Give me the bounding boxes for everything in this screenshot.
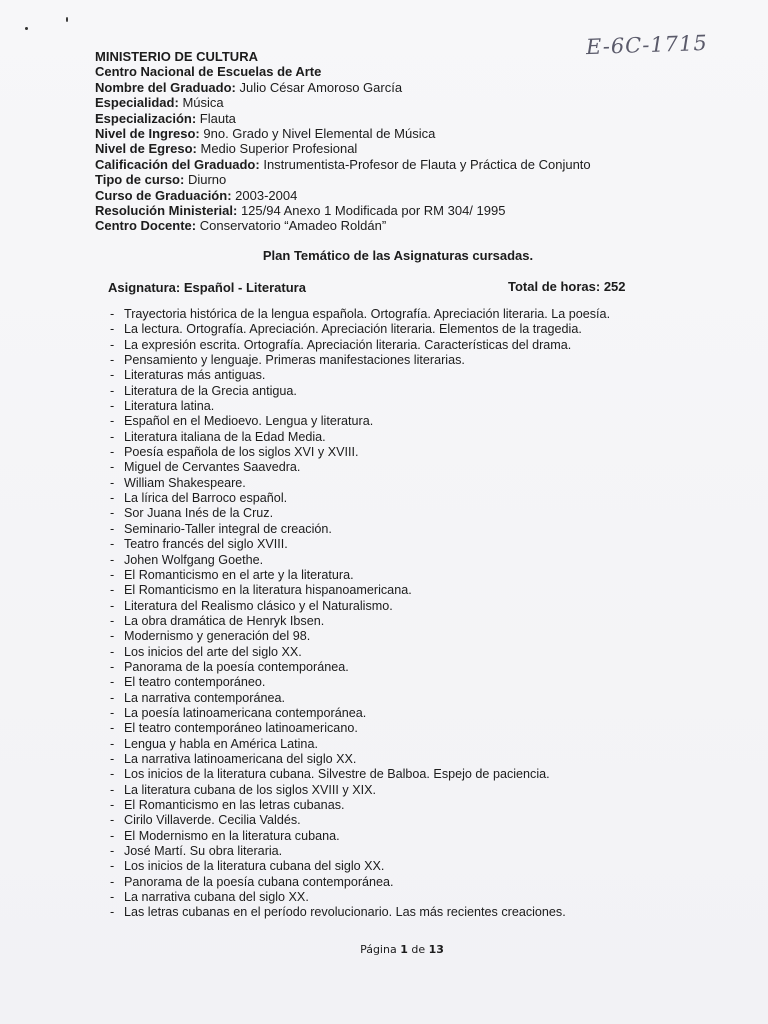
footer-page-number: 1 [400, 943, 408, 956]
header-field-value: Julio César Amoroso García [239, 79, 403, 95]
topic-text: La obra dramática de Henryk Ibsen. [124, 613, 325, 628]
topic-bullet: - [110, 337, 115, 352]
scan-speck [25, 27, 28, 30]
topic-bullet: - [110, 767, 115, 782]
topic-bullet: - [110, 675, 115, 690]
topic-item [110, 767, 610, 782]
topic-item [110, 522, 610, 537]
topic-text: El Modernismo en la literatura cubana. [124, 828, 340, 843]
header-field-colon: : [255, 156, 264, 172]
header-field-label: Calificación del Graduado [95, 156, 256, 172]
topic-item [110, 568, 610, 583]
topic-bullet: - [110, 414, 115, 429]
topic-text: Trayectoria histórica de la lengua española. Ortografía. Apreciación literaria. La poesía. [124, 307, 611, 321]
subject-label: Asignatura: Español - Literatura [108, 280, 306, 295]
document-header [95, 49, 591, 234]
topic-item [110, 583, 610, 598]
topic-bullet: - [110, 659, 115, 674]
topic-text: Modernismo y generación del 98. [124, 629, 311, 644]
topic-bullet: - [110, 844, 115, 859]
topic-text: La literatura cubana de los siglos XVIII y XIX. [124, 782, 377, 797]
topic-bullet: - [110, 690, 115, 705]
topic-bullet: - [110, 828, 115, 843]
topic-bullet: - [110, 859, 115, 874]
topic-item [110, 368, 610, 383]
handwritten-reference-note: E-6C-1715 [585, 30, 709, 60]
header-field-value: 125/94 Anexo 1 Modificada por RM 304/ 1995 [240, 203, 506, 219]
topic-text: Miguel de Cervantes Saavedra. [124, 460, 301, 475]
topics-list [110, 307, 610, 921]
header-field [95, 141, 591, 156]
topic-item [110, 844, 610, 859]
header-field [95, 111, 591, 126]
topic-item [110, 476, 610, 491]
topic-text: Literatura italiana de la Edad Media. [124, 429, 326, 444]
topic-text: La lectura. Ortografía. Apreciación. Apreciación literaria. Elementos de la tragedia. [124, 322, 582, 337]
header-field-label: Nombre del Graduado [95, 79, 232, 95]
topic-text: Los inicios de la literatura cubana del siglo XX. [124, 859, 385, 874]
header-field-label: Centro Docente [95, 218, 192, 234]
topic-bullet: - [110, 874, 115, 889]
topic-bullet: - [110, 368, 115, 383]
topic-text: El teatro contemporáneo. [124, 675, 266, 690]
topic-item [110, 706, 610, 721]
topic-item [110, 721, 610, 736]
topic-item [110, 752, 610, 767]
topic-text: Seminario-Taller integral de creación. [124, 521, 332, 536]
header-fields [95, 80, 591, 234]
topic-text: Literatura del Realismo clásico y el Naturalismo. [124, 598, 393, 613]
topic-text: William Shakespeare. [124, 475, 246, 490]
header-field-label: Resolución Ministerial [95, 203, 233, 219]
topic-bullet: - [110, 429, 115, 444]
header-field-label: Especialización [95, 110, 192, 126]
topic-item [110, 553, 610, 568]
header-field-value: Conservatorio “Amadeo Roldán” [199, 218, 387, 234]
topic-text: Poesía española de los siglos XVI y XVIII. [124, 445, 359, 460]
topic-item [110, 905, 610, 920]
header-field-value: Flauta [199, 110, 236, 126]
topic-bullet: - [110, 705, 115, 720]
topic-text: La narrativa latinoamericana del siglo XX. [124, 751, 357, 766]
page-footer [0, 943, 768, 956]
header-field-colon: : [232, 203, 241, 219]
topic-text: Literatura de la Grecia antigua. [124, 383, 297, 398]
topic-text: Panorama de la poesía contemporánea. [124, 659, 349, 674]
topic-text: Cirilo Villaverde. Cecilia Valdés. [124, 813, 301, 828]
topic-text: La narrativa contemporánea. [124, 690, 286, 705]
header-field-value: 2003-2004 [235, 187, 298, 203]
topic-item [110, 491, 610, 506]
topic-bullet: - [110, 613, 115, 628]
topic-item [110, 384, 610, 399]
topic-bullet: - [110, 521, 115, 536]
topic-item [110, 445, 610, 460]
topic-item [110, 890, 610, 905]
footer-total-pages: 13 [428, 943, 444, 956]
topic-bullet: - [110, 506, 115, 521]
topic-text: El Romanticismo en la literatura hispanoamericana. [124, 583, 412, 598]
topic-bullet: - [110, 890, 115, 905]
topic-bullet: - [110, 583, 115, 598]
topic-item [110, 859, 610, 874]
topic-item [110, 614, 610, 629]
topic-text: La lírica del Barroco español. [124, 491, 288, 506]
header-field-label: Nivel de Ingreso [95, 126, 196, 142]
topic-item [110, 875, 610, 890]
topic-text: Literaturas más antiguas. [124, 368, 266, 383]
topic-text: Literatura latina. [124, 399, 215, 414]
header-field-value: 9no. Grado y Nivel Elemental de Música [203, 126, 436, 142]
header-field-label: Tipo de curso [95, 172, 180, 188]
header-field [95, 203, 591, 218]
topic-text: Sor Juana Inés de la Cruz. [124, 506, 274, 521]
topic-item [110, 460, 610, 475]
topic-text: La poesía latinoamericana contemporánea. [124, 705, 367, 720]
header-field [95, 126, 591, 141]
topic-text: Las letras cubanas en el período revolucionario. Las más recientes creaciones. [124, 905, 566, 920]
header-field [95, 157, 591, 172]
header-field-colon: : [192, 141, 201, 157]
header-field [95, 218, 591, 233]
topic-text: Teatro francés del siglo XVIII. [124, 537, 288, 552]
header-field [95, 172, 591, 187]
topic-item [110, 813, 610, 828]
subject-total-hours: Total de horas: 252 [508, 279, 626, 294]
topic-bullet: - [110, 491, 115, 506]
topic-text: Los inicios del arte del siglo XX. [124, 644, 302, 659]
topic-bullet: - [110, 353, 115, 368]
topic-text: El Romanticismo en las letras cubanas. [124, 798, 345, 812]
topic-item [110, 599, 610, 614]
topic-item [110, 399, 610, 414]
topic-text: José Martí. Su obra literaria. [124, 844, 283, 859]
topic-item [110, 691, 610, 706]
topic-text: Español en el Medioevo. Lengua y literatura. [124, 414, 374, 429]
topic-text: Pensamiento y lenguaje. Primeras manifestaciones literarias. [124, 353, 465, 368]
footer-middle: de [411, 943, 426, 956]
topic-item [110, 537, 610, 552]
topic-bullet: - [110, 322, 115, 337]
topic-bullet: - [110, 721, 115, 736]
topic-bullet: - [110, 460, 115, 475]
topic-bullet: - [110, 644, 115, 659]
topic-item [110, 645, 610, 660]
header-field-colon: : [191, 218, 200, 234]
subject-row [108, 280, 648, 295]
header-field-colon: : [174, 95, 183, 111]
topic-text: La expresión escrita. Ortografía. Apreciación literaria. Características del drama. [124, 337, 572, 352]
header-field-value: Diurno [187, 172, 227, 188]
header-field-colon: : [191, 110, 200, 126]
topic-bullet: - [110, 552, 115, 567]
topic-bullet: - [110, 598, 115, 613]
topic-item [110, 783, 610, 798]
topic-bullet: - [110, 399, 115, 414]
topic-bullet: - [110, 567, 115, 582]
scan-speck [66, 17, 68, 22]
topic-bullet: - [110, 751, 115, 766]
header-field-colon: : [231, 79, 240, 95]
center-name: Centro Nacional de Escuelas de Arte [95, 64, 322, 80]
topic-text: Los inicios de la literatura cubana. Silvestre de Balboa. Espejo de paciencia. [124, 767, 550, 782]
topic-item [110, 737, 610, 752]
topic-bullet: - [110, 537, 115, 552]
plan-title: Plan Temático de las Asignaturas cursadas. [262, 248, 534, 263]
topic-bullet: - [110, 307, 115, 321]
header-field-colon: : [227, 187, 236, 203]
header-field-label: Especialidad [95, 95, 175, 111]
topic-item [110, 353, 610, 368]
topic-item [110, 629, 610, 644]
topic-bullet: - [110, 813, 115, 828]
topic-text: El Romanticismo en el arte y la literatura. [124, 567, 354, 582]
topic-bullet: - [110, 383, 115, 398]
topic-item [110, 414, 610, 429]
header-field-value: Medio Superior Profesional [200, 141, 358, 157]
header-field [95, 95, 591, 110]
topic-bullet: - [110, 782, 115, 797]
topic-item [110, 829, 610, 844]
topic-text: La narrativa cubana del siglo XX. [124, 890, 309, 905]
ministry-name: MINISTERIO DE CULTURA [95, 49, 258, 64]
topic-text: El teatro contemporáneo latinoamericano. [124, 721, 358, 736]
topic-text: Panorama de la poesía cubana contemporánea. [124, 874, 394, 889]
topic-bullet: - [110, 736, 115, 751]
header-field [95, 80, 591, 95]
header-field-label: Curso de Graduación [95, 187, 228, 203]
topic-text: Johen Wolfgang Goethe. [124, 552, 264, 567]
topic-item [110, 660, 610, 675]
topic-item [110, 798, 610, 813]
topic-item [110, 430, 610, 445]
header-field-value: Instrumentista-Profesor de Flauta y Práctica de Conjunto [263, 156, 591, 172]
topic-text: Lengua y habla en América Latina. [124, 736, 318, 751]
topic-bullet: - [110, 798, 115, 812]
footer-prefix: Página [360, 943, 397, 956]
topic-bullet: - [110, 445, 115, 460]
topic-bullet: - [110, 629, 115, 644]
topic-bullet: - [110, 905, 115, 920]
topic-item [110, 307, 610, 322]
header-field-value: Música [182, 95, 224, 111]
topic-item [110, 338, 610, 353]
topic-bullet: - [110, 475, 115, 490]
header-field-label: Nivel de Egreso [95, 141, 193, 157]
header-field-colon: : [195, 126, 204, 142]
header-field [95, 188, 591, 203]
header-field-colon: : [180, 172, 188, 188]
topic-item [110, 675, 610, 690]
topic-item [110, 506, 610, 521]
topic-item [110, 322, 610, 337]
